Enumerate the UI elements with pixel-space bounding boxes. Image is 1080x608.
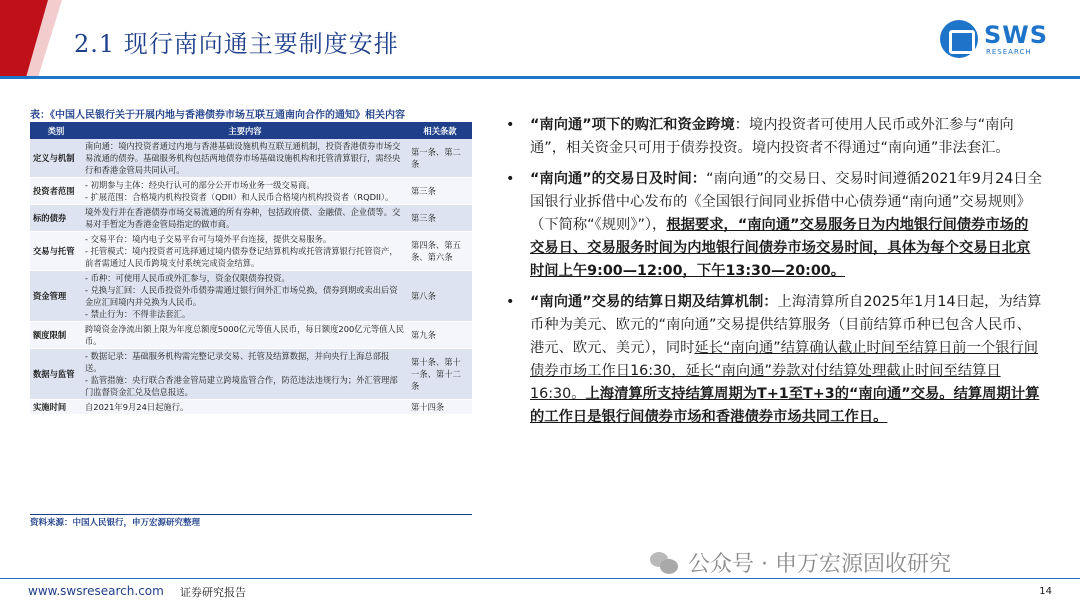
- cell-articles: 第一条、第二条: [408, 139, 472, 178]
- cell-content: [82, 205, 408, 232]
- cell-category: 定义与机制: [30, 139, 82, 178]
- cell-content-line: - 交易平台：境内电子交易平台可与境外平台连接，提供交易服务。: [85, 234, 332, 244]
- sws-logo: [940, 18, 1058, 62]
- cell-content: [82, 178, 408, 205]
- footer-divider: [0, 578, 1080, 579]
- table-row: [30, 205, 472, 232]
- table-source: 资料来源：中国人民银行，申万宏源研究整理: [30, 518, 201, 528]
- cell-category: 投资者范围: [30, 178, 82, 205]
- cell-content-line: - 数据记录：基础服务机构需完整记录交易、托管及结算数据，并向央行上海总部报送。: [85, 351, 390, 373]
- column-header-articles: 相关条款: [408, 122, 472, 139]
- cell-articles: 第八条: [408, 271, 472, 322]
- cell-articles: 第三条: [408, 205, 472, 232]
- bullet-2-emphasis: 根据要求，“南向通”交易服务日为内地银行间债券市场的交易日、交易服务时间为内地银行间债券市场交易时间，具体为每个交易日北京时间上午9:00—12:00，下午13:30—20:00。: [530, 217, 1031, 279]
- cell-content-line: 跨境资金净流出额上限为年度总额度5000亿元等值人民币，每日额度200亿元等值人民币。: [85, 324, 405, 346]
- cell-content-line: - 监管措施：央行联合香港金管局建立跨境监管合作，防范违法违规行为；外汇管理部门监督资金汇兑及信息报送。: [85, 375, 398, 397]
- footer-label: 证券研究报告: [180, 586, 246, 599]
- cell-articles: 第三条: [408, 178, 472, 205]
- bullet-3-underlined: 延长“南向通”结算确认截止时间至结算日前一个银行间债券市场工作日16:30，延长“南向通”券款对付结算处理截止时间至结算日16:30。: [530, 340, 1039, 402]
- cell-content: [82, 400, 408, 415]
- bullet-3-text: 上海清算所自2025年1月14日起，为结算币种为美元、欧元的“南向通”交易提供结算服务（目前结算币种已包含人民币、港元、欧元、美元），同时: [530, 294, 1042, 356]
- cell-content: [82, 349, 408, 400]
- bullet-2-lead: “南向通”的交易日及时间：: [530, 171, 707, 187]
- bullet-1-lead: “南向通”项下的购汇和资金跨境: [530, 117, 735, 133]
- bullet-settlement: [498, 291, 1042, 429]
- column-header-content: 主要内容: [82, 122, 408, 139]
- table-row: [30, 400, 472, 415]
- column-header-category: 类别: [30, 122, 82, 139]
- bullet-1-text: ：境内投资者可使用人民币或外汇参与“南向通”，相关资金只可用于债券投资。境内投资者不得通过“南向通”非法套汇。: [530, 117, 1014, 156]
- cell-content-line: 自2021年9月24日起施行。: [85, 402, 189, 412]
- cell-content-line: - 兑换与汇回：人民币投资外币债券需通过银行间外汇市场兑换，债券到期或卖出后资金应汇回境内并兑换为人民币。: [85, 285, 398, 307]
- header-divider: [0, 76, 1080, 79]
- page-number: 14: [1039, 586, 1052, 597]
- logo-mark-icon: [940, 20, 978, 58]
- table-row: [30, 232, 472, 271]
- cell-content-line: 境外发行并在香港债券市场交易流通的所有券种，包括政府债、金融债、企业债等。交易对手暂定为香港金管局指定的做市商。: [85, 207, 401, 229]
- cell-content: [82, 322, 408, 349]
- bullet-3-lead: “南向通”交易的结算日期及结算机制：: [530, 294, 778, 310]
- cell-content-line: - 扩展范围：合格境内机构投资者（QDII）和人民币合格境内机构投资者（RQDII）。: [85, 192, 394, 202]
- cell-articles: 第十条、第十一条、第十二条: [408, 349, 472, 400]
- table-body: [30, 139, 472, 415]
- cell-articles: 第九条: [408, 322, 472, 349]
- cell-content-line: - 托管模式：境内投资者可选择通过境内债券登记结算机构或托管清算银行托管资产，前者需通过人民币跨境支付系统完成资金结算。: [85, 246, 398, 268]
- source-divider: [30, 514, 472, 515]
- bullet-list: [498, 114, 1042, 437]
- cell-content-line: - 初期参与主体：经央行认可的部分公开市场业务一级交易商。: [85, 180, 315, 190]
- bullet-3-emphasis: 上海清算所支持结算周期为T+1至T+3的“南向通”交易。结算周期计算的工作日是银行间债券市场和香港债券市场共同工作日。: [530, 386, 1040, 425]
- cell-category: 实施时间: [30, 400, 82, 415]
- cell-category: 交易与托管: [30, 232, 82, 271]
- logo-subtext: RESEARCH: [986, 48, 1032, 56]
- table-row: [30, 322, 472, 349]
- cell-category: 标的债券: [30, 205, 82, 232]
- wechat-icon: [650, 550, 680, 576]
- regulation-table: [30, 122, 472, 415]
- cell-category: 资金管理: [30, 271, 82, 322]
- watermark: [650, 547, 951, 578]
- watermark-text: 公众号 · 申万宏源固收研究: [688, 552, 951, 577]
- cell-category: 额度限制: [30, 322, 82, 349]
- page-title: 2.1 现行南向通主要制度安排: [74, 30, 399, 58]
- cell-articles: 第四条、第五条、第六条: [408, 232, 472, 271]
- cell-content-line: - 币种：可使用人民币或外汇参与，资金仅限债券投资。: [85, 273, 290, 283]
- table-header-row: [30, 122, 472, 139]
- cell-category: 数据与监管: [30, 349, 82, 400]
- table-row: [30, 178, 472, 205]
- cell-content: [82, 271, 408, 322]
- cell-content-line: 南向通：境内投资者通过内地与香港基础设施机构互联互通机制，投资香港债券市场交易流通的债券。基础服务机构包括两地债券市场基础设施机构和托管清算银行，需经央行和香港金管局共同认可。: [85, 141, 401, 175]
- footer-website: www.swsresearch.com: [28, 584, 164, 598]
- cell-articles: 第十四条: [408, 400, 472, 415]
- table-row: [30, 139, 472, 178]
- table-row: [30, 271, 472, 322]
- bullet-trading-days: [498, 168, 1042, 283]
- logo-text: SWS: [984, 21, 1049, 49]
- cell-content-line: - 禁止行为：不得非法套汇。: [85, 309, 191, 319]
- cell-content: [82, 232, 408, 271]
- table-row: [30, 349, 472, 400]
- bullet-fx-and-capital: [498, 114, 1042, 160]
- bullet-2-text: “南向通”的交易日、交易时间遵循2021年9月24日全国银行业拆借中心发布的《全国银行间同业拆借中心债券通“南向通”交易规则》（下简称“《规则》”），: [530, 171, 1042, 233]
- cell-content: [82, 139, 408, 178]
- table-caption: 表：《中国人民银行关于开展内地与香港债券市场互联互通南向合作的通知》相关内容: [30, 110, 405, 121]
